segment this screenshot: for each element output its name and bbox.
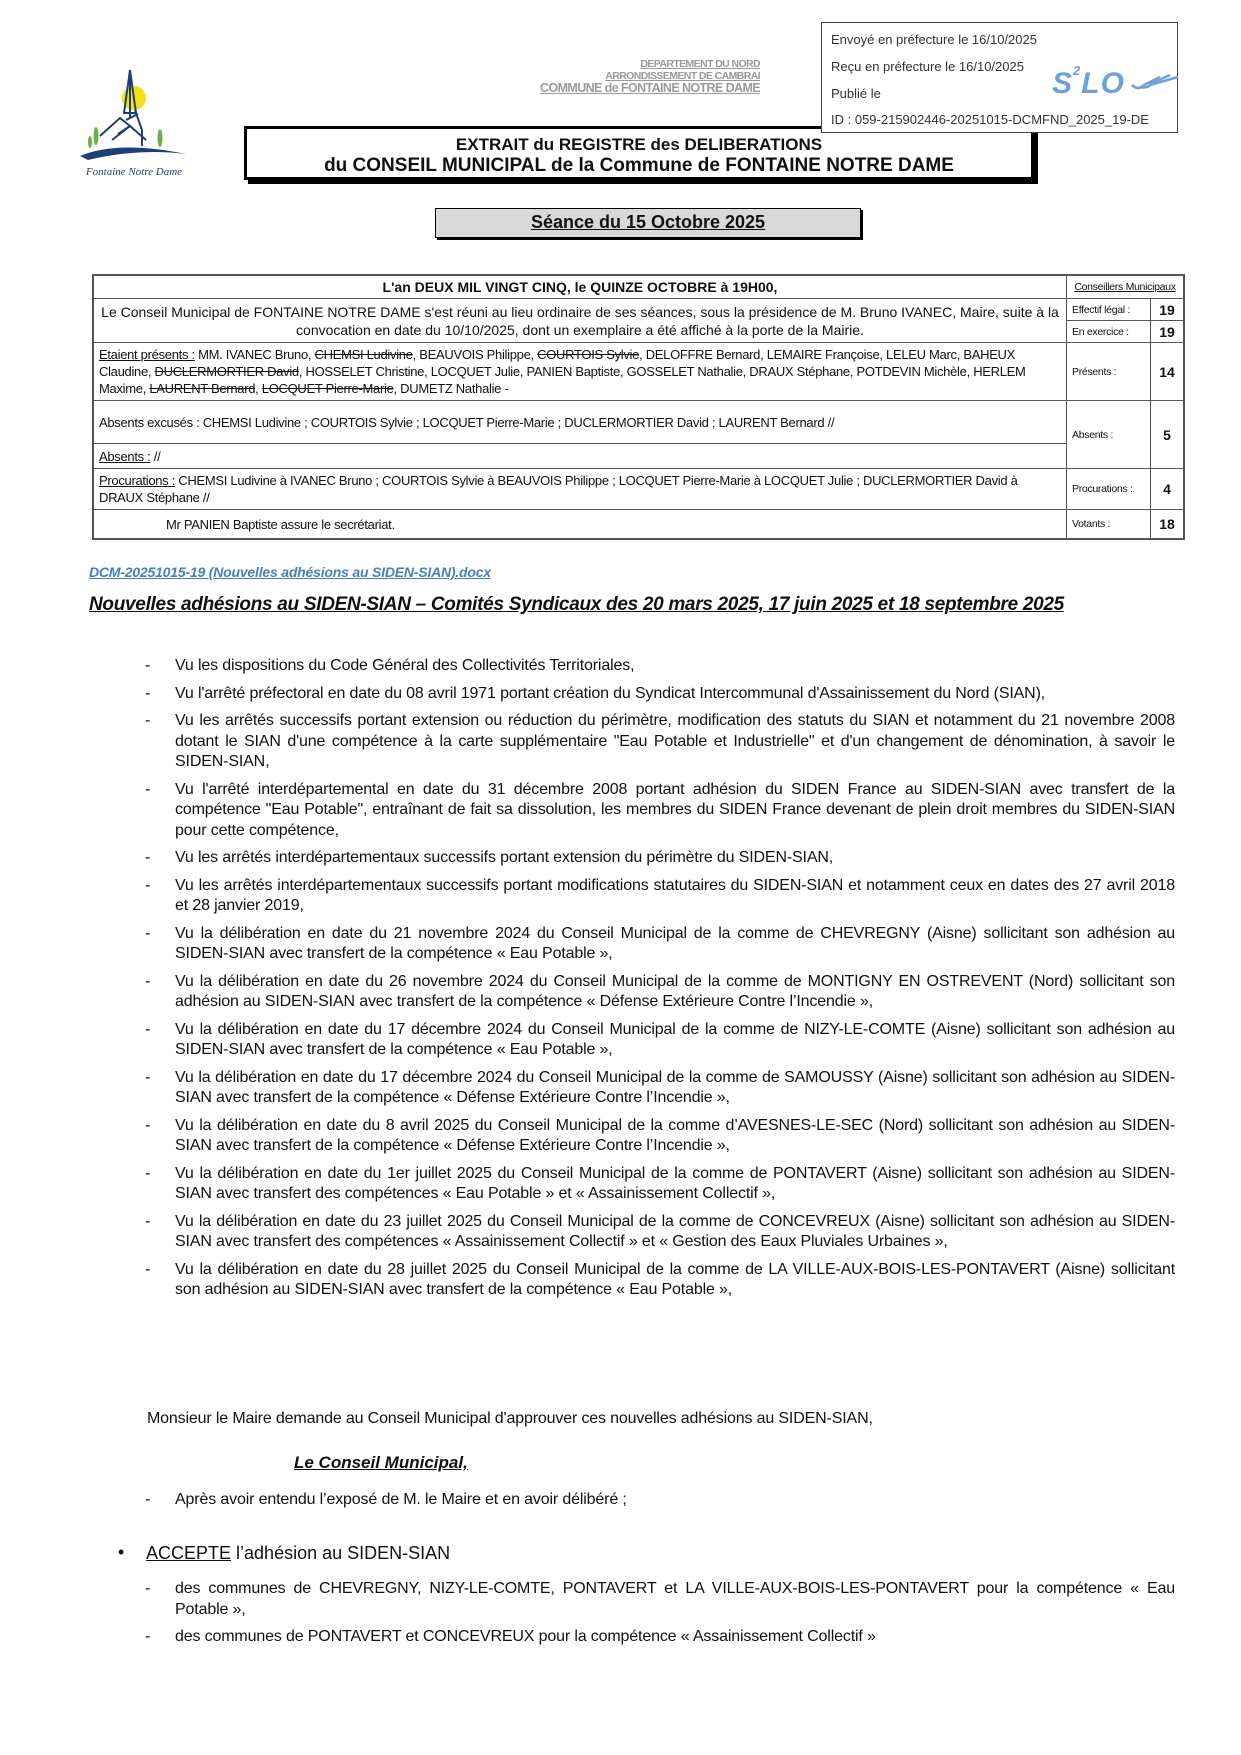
votants-value: 18 (1151, 510, 1184, 539)
seance-date: Séance du 15 Octobre 2025 (530, 212, 766, 232)
list-item (145, 1116, 1175, 1157)
dash-bullet-icon: - (145, 1164, 151, 1182)
present-member: LOCQUET Julie (430, 364, 520, 379)
list-item (145, 972, 1175, 1013)
dash-bullet-icon: - (145, 1212, 151, 1230)
checkmark-icon (1130, 73, 1180, 93)
list-item (145, 780, 1175, 842)
dash-bullet-icon: - (145, 1116, 151, 1134)
exercice-label: En exercice : (1067, 321, 1151, 343)
list-item (145, 1068, 1175, 1109)
list-item (145, 1164, 1175, 1205)
list-item (145, 711, 1175, 773)
s2lo-logo: $S^2LO$ (1052, 63, 1125, 101)
list-item-text: Vu la délibération en date du 26 novembre 2024 du Conseil Municipal de la comme de MONTIGNY EN OSTREVENT (Nord) sollicitant son adhésion au SIDEN-SIAN avec transfert de la compétence « Défense Extérieure Contre l’Incendie », (175, 972, 1175, 1010)
exercice-value: 19 (1151, 321, 1184, 343)
list-item-text: Vu la délibération en date du 28 juillet 2025 du Conseil Municipal de la comme de LA VILLE-AUX-BOIS-LES-PONTAVERT (Aisne) sollicitant son adhésion au SIDEN-SIAN avec transfert de la compétence « Eau Potable », (175, 1260, 1175, 1298)
present-member: GOSSELET Nathalie (626, 364, 743, 379)
list-item-text: des communes de PONTAVERT et CONCEVREUX pour la compétence « Assainissement Collectif » (175, 1628, 876, 1645)
list-item-text: des communes de CHEVREGNY, NIZY-LE-COMTE, PONTAVERT et LA VILLE-AUX-BOIS-LES-PONTAVERT pour la compétence « Eau Potable », (175, 1580, 1175, 1618)
present-member: MM. IVANEC Bruno (198, 347, 308, 362)
present-member: LEMAIRE Françoise (766, 347, 880, 362)
list-item-text: Vu les arrêtés successifs portant extension ou réduction du périmètre, modification des statuts du SIAN et notamment du 21 novembre 2008 dotant le SIAN d'une compétence à la carte supplémentaire "Eau Potable et Industrielle" et d'un changement de dénomination, à savoir le SIDEN-SIAN, (175, 712, 1175, 770)
list-item (145, 848, 1175, 869)
deliberation-subject: Nouvelles adhésions au SIDEN-SIAN – Comités Syndicaux des 20 mars 2025, 17 juin 2025 et 18 septembre 2025 (89, 594, 1064, 615)
votants-label: Votants : (1067, 510, 1151, 539)
after-deliberation: - Après avoir entendu l’exposé de M. le Maire et en avoir délibéré ; (145, 1491, 627, 1508)
document-file-link[interactable]: DCM-20251015-19 (Nouvelles adhésions au SIDEN-SIAN).docx (89, 564, 491, 580)
list-item-text: Vu la délibération en date du 23 juillet 2025 du Conseil Municipal de la comme de CONCEVREUX (Aisne) sollicitant son adhésion au SIDEN-SIAN avec transfert des compétences « Assainissement Collectif » et « Gestion des Eaux Pluviales Urbaines », (175, 1212, 1175, 1250)
seance-date-box (435, 208, 861, 238)
present-member: BEAUVOIS Philippe (419, 347, 531, 362)
dash-bullet-icon: - (145, 1260, 151, 1278)
absents-label: Absents : (1067, 401, 1151, 469)
present-member: CHEMSI Ludivine (314, 347, 413, 362)
list-item (145, 684, 1175, 705)
counts-title: Conseillers Municipaux (1067, 276, 1184, 299)
dash-bullet-icon: - (145, 972, 151, 990)
present-member: POTDEVIN Michèle (856, 364, 967, 379)
list-item-text: Vu l'arrêté interdépartemental en date du 31 décembre 2008 portant adhésion du SIDEN France au SIDEN-SIAN avec transfert de la compétence "Eau Potable", entraînant de fait sa dissolution, les membres du SIDEN France devenant de plein droit membres du SIDEN-SIAN pour cette compétence, (175, 780, 1175, 839)
dash-bullet-icon: - (145, 1068, 151, 1086)
dash-bullet-icon: - (145, 1628, 151, 1645)
present-member: BAHEUX Claudine (99, 347, 1016, 379)
after-deliberation-text: Après avoir entendu l’exposé de M. le Maire et en avoir délibéré ; (175, 1491, 627, 1508)
dash-bullet-icon: - (145, 876, 151, 894)
presents-label: Présents : (1067, 343, 1151, 401)
present-member: COURTOIS Sylvie (537, 347, 640, 362)
department-header (470, 58, 760, 94)
presents-list: Etaient présents : MM. IVANEC Bruno, CHEMSI Ludivine, BEAUVOIS Philippe, COURTOIS Sylvie, DELOFFRE Bernard, LEMAIRE Françoise, LELEU Marc, BAHEUX Claudine, DUCLERMORTIER David, HOSSELET Christine, LOCQUET Julie, PANIEN Baptiste, GOSSELET Nathalie, DRAUX Stéphane, POTDEVIN Michèle, HERLEM Maxime, LAURENT Bernard, LOCQUET Pierre-Marie, DUMETZ Nathalie - (94, 343, 1067, 401)
register-title: EXTRAIT du REGISTRE des DELIBERATIONS (455, 135, 823, 154)
present-member: LOCQUET Pierre-Marie (261, 381, 394, 396)
list-item (145, 1212, 1175, 1253)
present-member: PANIEN Baptiste (526, 364, 620, 379)
accepte-items-list (145, 1579, 1175, 1655)
stamp-id: ID : 059-215902446-20251015-DCMFND_2025_19-DE (831, 112, 1149, 127)
list-item (145, 876, 1175, 917)
present-member: DUCLERMORTIER David (154, 364, 299, 379)
stamp-sent: Envoyé en préfecture le 16/10/2025 (831, 32, 1037, 47)
presents-value: 14 (1151, 343, 1184, 401)
commune-logo (78, 68, 190, 186)
attendance-table (92, 274, 1185, 540)
absents-value: 5 (1151, 401, 1184, 469)
list-item (145, 1020, 1175, 1061)
dash-bullet-icon: - (145, 780, 151, 798)
mayor-request: Monsieur le Maire demande au Conseil Municipal d'approuver ces nouvelles adhésions au SIDEN-SIAN, (147, 1410, 873, 1427)
prefecture-stamp (821, 22, 1178, 133)
absents-excuses: Absents excusés : CHEMSI Ludivine ; COURTOIS Sylvie ; LOCQUET Pierre-Marie ; DUCLERMORTIER David ; LAURENT Bernard // (94, 401, 1067, 444)
present-member: LAURENT Bernard (149, 381, 256, 396)
list-item (145, 1260, 1175, 1301)
absents-line: Absents : // (94, 444, 1067, 469)
dash-bullet-icon: - (145, 684, 151, 702)
stamp-published: Publié le (831, 86, 881, 101)
procurations-label: Procurations : (1067, 469, 1151, 510)
department-name: DEPARTEMENT DU NORD (640, 58, 760, 70)
bullet-icon: • (118, 1542, 125, 1562)
council-title: du CONSEIL MUNICIPAL de la Commune de FONTAINE NOTRE DAME (324, 155, 954, 176)
considerations-list (145, 656, 1175, 1308)
arrondissement-name: ARRONDISSEMENT DE CAMBRAI (605, 70, 760, 82)
dash-bullet-icon: - (145, 712, 151, 729)
dash-bullet-icon: - (145, 657, 151, 674)
church-logo-icon (78, 68, 190, 164)
present-member: DELOFFRE Bernard (645, 347, 761, 362)
effectif-value: 19 (1151, 299, 1184, 321)
logo-caption: Fontaine Notre Dame (85, 166, 183, 178)
list-item (145, 1627, 1175, 1648)
dash-bullet-icon: - (145, 1020, 151, 1038)
session-heading: L'an DEUX MIL VINGT CINQ, le QUINZE OCTOBRE à 19H00, (94, 276, 1067, 299)
list-item-text: Vu la délibération en date du 21 novembre 2024 du Conseil Municipal de la comme de CHEVREGNY (Aisne) sollicitant son adhésion au SIDEN-SIAN avec transfert de la compétence « Eau Potable », (175, 924, 1175, 962)
procurations-list: Procurations : CHEMSI Ludivine à IVANEC Bruno ; COURTOIS Sylvie à BEAUVOIS Philippe ; LOCQUET Pierre-Marie à LOCQUET Julie ; DUCLERMORTIER David à DRAUX Stéphane // (94, 469, 1067, 510)
procurations-value: 4 (1151, 469, 1184, 510)
commune-name: COMMUNE de FONTAINE NOTRE DAME (540, 81, 760, 95)
dash-bullet-icon: - (145, 849, 151, 866)
list-item-text: Vu la délibération en date du 17 décembre 2024 du Conseil Municipal de la comme de NIZY-LE-COMTE (Aisne) sollicitant son adhésion au SIDEN-SIAN avec transfert de la compétence « Eau Potable », (175, 1020, 1175, 1058)
present-member: HOSSELET Christine (305, 364, 425, 379)
list-item (145, 924, 1175, 965)
dash-bullet-icon: - (145, 1580, 151, 1597)
list-item (145, 1579, 1175, 1620)
list-item-text: Vu les arrêtés interdépartementaux successifs portant extension du périmètre du SIDEN-SIAN, (175, 849, 834, 866)
dash-bullet-icon: - (145, 924, 151, 942)
register-title-box (244, 126, 1034, 180)
convocation-text: Le Conseil Municipal de FONTAINE NOTRE DAME s'est réuni au lieu ordinaire de ses séances, sous la présidence de M. Bruno IVANEC, Maire, suite à la convocation en date du 10/10/2025, dont un exemplaire a été affiché à la porte de la Mairie. (94, 299, 1067, 343)
list-item-text: Vu les dispositions du Code Général des Collectivités Territoriales, (175, 657, 635, 674)
effectif-label: Effectif légal : (1067, 299, 1151, 321)
secretariat-line: Mr PANIEN Baptiste assure le secrétariat. (94, 510, 1067, 539)
list-item-text: Vu la délibération en date du 17 décembre 2024 du Conseil Municipal de la comme de SAMOUSSY (Aisne) sollicitant son adhésion au SIDEN-SIAN avec transfert de la compétence « Défense Extérieure Contre l’Incendie », (175, 1068, 1175, 1106)
stamp-received: Reçu en préfecture le 16/10/2025 (831, 59, 1024, 74)
list-item-text: Vu les arrêtés interdépartementaux successifs portant modifications statutaires du SIDEN-SIAN et notamment ceux en dates des 27 avril 2018 et 28 janvier 2019, (175, 876, 1175, 914)
list-item-text: Vu la délibération en date du 8 avril 2025 du Conseil Municipal de la comme d’AVESNES-LE-SEC (Nord) sollicitant son adhésion au SIDEN-SIAN avec transfert de la compétence « Défense Extérieure Contre l’Incendie », (175, 1116, 1175, 1154)
council-heading: Le Conseil Municipal, (294, 1453, 468, 1472)
list-item (145, 656, 1175, 677)
list-item-text: Vu l'arrêté préfectoral en date du 08 avril 1971 portant création du Syndicat Intercommunal d'Assainissement du Nord (SIAN), (175, 684, 1046, 702)
accepte-text: l’adhésion au SIDEN-SIAN (231, 1543, 451, 1563)
list-item-text: Vu la délibération en date du 1er juillet 2025 du Conseil Municipal de la comme de PONTAVERT (Aisne) sollicitant son adhésion au SIDEN-SIAN avec transfert des compétences « Eau Potable » et « Assainissement Collectif », (175, 1164, 1175, 1202)
present-member: DUMETZ Nathalie (400, 381, 502, 396)
accepte-keyword: ACCEPTE (146, 1543, 232, 1563)
present-member: HERLEM Maxime (99, 364, 1026, 396)
present-member: LELEU Marc (886, 347, 957, 362)
present-member: DRAUX Stéphane (749, 364, 850, 379)
